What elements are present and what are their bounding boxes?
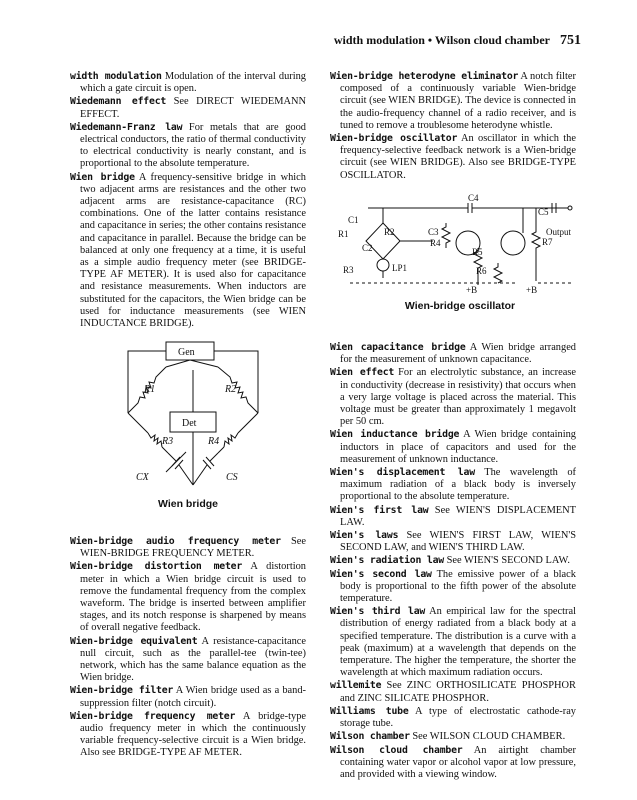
entry-definition: See ZINC ORTHOSILICATE PHOSPHOR and ZINC SILICATE PHOSPHOR.	[340, 680, 576, 704]
entry-definition: See WIEN'S DISPLACEMENT LAW.	[340, 504, 576, 528]
r1-label: R1	[144, 384, 156, 395]
lp1-label: LP1	[392, 263, 408, 273]
plus-b-label-1: +B	[466, 285, 478, 293]
entry-term: Wien's displacement law	[330, 467, 475, 479]
entry-definition: See WIEN-BRIDGE FREQUENCY METER.	[80, 536, 306, 560]
gen-label: Gen	[178, 347, 195, 358]
oscillator-caption: Wien-bridge oscillator	[404, 300, 516, 312]
entry-term: Wiedemann-Franz law	[70, 121, 183, 133]
r2-label: R2	[225, 384, 237, 395]
entry-term: Wien's second law	[330, 568, 432, 580]
entry-term: Wien capacitance bridge	[330, 342, 466, 353]
entry-definition: The wavelength of maximum radiation of a black body is inversely proportional to the absolute temperature.	[340, 467, 576, 503]
r3-label: R3	[343, 265, 354, 275]
entry-definition: A frequency-sensitive bridge in which two adjacent arms are resistances and the other two adjacent arms are resistance-capacitance (RC) combinations. One of the latter contains resistance and capacitance in series; the other contains resistance and capacitance in parallel. Because the bridge can be balanced at only one frequency at a time, it is useful as a simple audio frequency meter (see BRIDGE-TYPE AF METER). It is used also for capacitance and resistance measurements. When inductors are substituted for the capacitors, the Wien bridge can be used for inductance measurements (see WIEN INDUCTANCE BRIDGE).	[80, 171, 306, 330]
c3-label: C3	[428, 227, 439, 237]
entry-definition: A bridge-type audio frequency meter in which the continuously variable frequency-selective circuit is a Wien bridge. Also see BRIDGE-TYPE AF METER.	[80, 710, 306, 759]
entry-term: Wien-bridge audio frequency meter	[70, 536, 281, 547]
entry-term: Wilson cloud chamber	[330, 744, 463, 756]
entry-term: Wien-bridge frequency meter	[70, 710, 236, 722]
entry-term: Wien's laws	[330, 530, 399, 542]
r7-label: R7	[542, 237, 553, 247]
entry-definition: The emissive power of a black body is proportional to the fifth power of the absolute temperature.	[340, 568, 576, 605]
cx-label: CX	[136, 472, 149, 483]
glossary-entry	[70, 561, 306, 634]
entry-term: Wien-bridge equivalent	[70, 635, 198, 647]
entry-definition: A Wien bridge arranged for the measurement of unknown capacitance.	[340, 342, 576, 366]
r4-resistor	[224, 433, 238, 447]
entry-definition: A notch filter composed of a continuously variable Wien-bridge circuit (see WIEN BRIDGE). The device is connected in the audio-frequency channel of a radio receiver, and is tuned to remove a troublesome heterodyne whistle.	[340, 71, 576, 131]
entry-term: Wien-bridge distortion meter	[70, 561, 243, 573]
glossary-entry	[330, 505, 576, 529]
glossary-entry	[330, 706, 576, 730]
c5-label: C5	[538, 207, 549, 217]
entry-definition: A type of electrostatic cathode-ray storage tube.	[340, 705, 576, 730]
glossary-entry	[70, 636, 306, 685]
entry-definition: See WIEN'S FIRST LAW, WIEN'S SECOND LAW, and WIEN'S THIRD LAW.	[340, 530, 576, 554]
r1-label: R1	[338, 229, 349, 239]
entry-definition: For metals that are good electrical conductors, the ratio of thermal conductivity to electrical conductivity is nearly constant, and is proportional to the absolute temperature.	[80, 121, 306, 170]
r2-label: R2	[384, 227, 395, 237]
entry-term: width modulation	[70, 71, 162, 82]
right-column-bottom	[330, 342, 576, 782]
page-number: 751	[560, 33, 581, 48]
entry-term: Wien-bridge heterodyne eliminator	[330, 71, 519, 82]
r2-resistor	[218, 367, 258, 413]
entry-definition: See WILSON CLOUD CHAMBER.	[412, 731, 566, 743]
r5-label: R5	[472, 247, 483, 257]
wien-bridge-oscillator-figure	[338, 193, 578, 293]
running-head-title: width modulation • Wilson cloud chamber	[333, 33, 550, 47]
det-label: Det	[182, 418, 197, 429]
left-column-bottom	[70, 536, 306, 761]
entry-term: Wilson chamber	[330, 731, 410, 743]
glossary-entry	[330, 429, 576, 466]
glossary-entry	[330, 133, 576, 182]
entry-definition: A Wien bridge containing inductors in place of capacitors and used for the measurement of unknown inductance.	[340, 429, 576, 465]
c4-label: C4	[468, 193, 479, 203]
tube-2	[501, 231, 525, 255]
entry-definition: For an electrolytic substance, an increase in conductivity (decrease in resistivity) that occurs when a very large voltage is placed across the material. This voltage must be greater than approximately 1 megavolt per 50 cm.	[340, 367, 576, 428]
glossary-entry	[70, 71, 306, 95]
r3-resistor	[148, 433, 162, 447]
entry-definition: An oscillator in which the frequency-selective feedback network is a Wien-bridge circuit (see WIEN BRIDGE). Also see BRIDGE-TYPE OSCILLATOR.	[340, 133, 576, 181]
entry-term: Wien-bridge filter	[70, 685, 174, 697]
glossary-entry	[70, 172, 306, 331]
entry-definition: A resistance-capacitance null circuit, such as the parallel-tee (twin-tee) network, which has the same balance equation as the Wien bridge.	[80, 635, 306, 684]
c1-label: C1	[348, 215, 359, 225]
entry-term: Wien's third law	[330, 606, 426, 618]
entry-definition: An airtight chamber containing water vapor or alcohol vapor at low pressure, and provided with a viewing window.	[340, 744, 576, 780]
entry-definition: An empirical law for the spectral distribution of energy radiated from a black body at a specified temperature. The distribution is a curve with a peak (maximum) at a wavelength that depends on the temperature. The higher the temperature, the shorter the wavelength at which maximum radiation occurs.	[340, 606, 576, 679]
glossary-entry	[70, 536, 306, 560]
r6-resistor	[494, 263, 502, 283]
left-column-top	[70, 71, 306, 331]
glossary-entry	[330, 731, 576, 743]
r6-label: R6	[476, 266, 487, 276]
lamp-lp1	[377, 259, 389, 271]
glossary-entry	[330, 342, 576, 366]
r4-resistor	[442, 223, 450, 248]
wien-bridge-caption: Wien bridge	[158, 498, 218, 510]
right-column-top	[330, 71, 576, 183]
entry-term: Wien's radiation law	[330, 555, 444, 567]
running-head	[334, 33, 581, 49]
entry-term: Wiedemann effect	[70, 96, 167, 108]
glossary-entry	[70, 122, 306, 171]
glossary-entry	[70, 711, 306, 760]
entry-definition: See DIRECT WIEDEMANN EFFECT.	[80, 96, 306, 120]
glossary-entry	[330, 606, 576, 679]
r7-resistor	[532, 228, 540, 253]
r4-label: R4	[208, 436, 220, 447]
entry-term: Wien effect	[330, 367, 395, 379]
entry-definition: See WIEN'S SECOND LAW.	[446, 555, 570, 567]
c2-label: C2	[362, 243, 373, 253]
glossary-entry	[70, 685, 306, 709]
cs-label: CS	[226, 472, 238, 483]
entry-term: Wien-bridge oscillator	[330, 133, 458, 145]
entry-term: Wien inductance bridge	[330, 429, 460, 441]
entry-definition: A distortion meter in which a Wien bridge circuit is used to remove the fundamental frequency from the complex waveform. The bridge is inserted between amplifier stages, and its notch response is sharpened by means of overall negative feedback.	[80, 561, 306, 634]
glossary-entry	[330, 71, 576, 132]
entry-term: Wien's first law	[330, 504, 429, 516]
entry-definition: A Wien bridge used as a band-suppression filter (notch circuit).	[80, 685, 306, 709]
wien-bridge-figure	[118, 340, 278, 495]
entry-term: willemite	[330, 680, 382, 692]
glossary-entry	[330, 745, 576, 782]
output-label: Output	[546, 227, 572, 237]
glossary-entry	[330, 555, 576, 567]
glossary-entry	[330, 530, 576, 554]
glossary-entry	[70, 96, 306, 120]
glossary-entry	[330, 467, 576, 504]
r4-label: R4	[430, 238, 441, 248]
r3-label: R3	[162, 436, 174, 447]
plus-b-label-2: +B	[526, 285, 538, 293]
entry-definition: Modulation of the interval during which a gate circuit is open.	[80, 71, 307, 95]
glossary-entry	[330, 569, 576, 606]
entry-term: Wien bridge	[70, 171, 135, 183]
glossary-entry	[330, 680, 576, 704]
glossary-entry	[330, 367, 576, 428]
entry-term: Williams tube	[330, 705, 409, 717]
